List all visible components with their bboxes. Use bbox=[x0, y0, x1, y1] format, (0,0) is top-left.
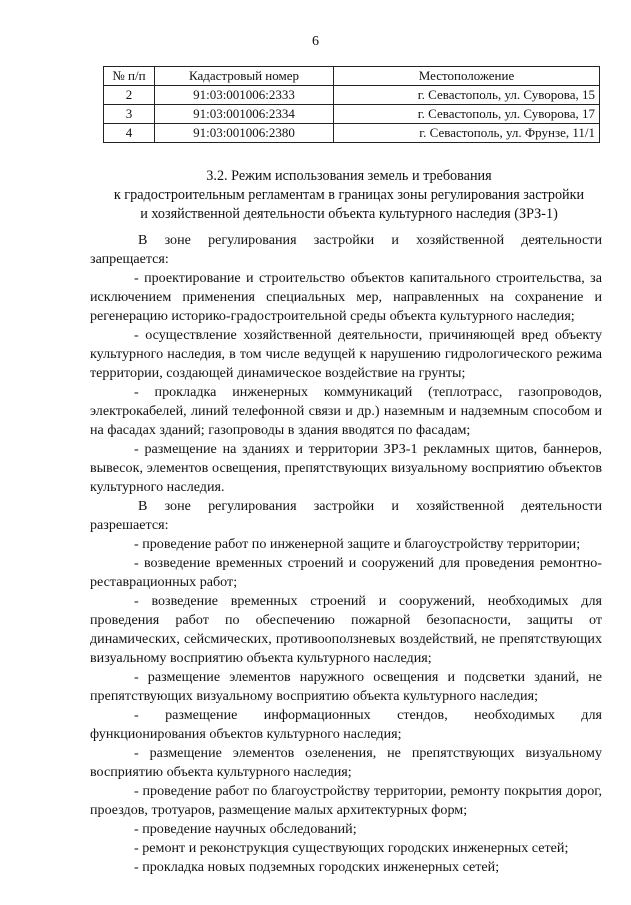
list-item: - ремонт и реконструкция существующих городских инженерных сетей; bbox=[134, 840, 569, 856]
page-number: 6 bbox=[312, 34, 319, 49]
column-header-number: № п/п bbox=[104, 67, 155, 86]
table-row bbox=[104, 105, 600, 124]
heading-line: 3.2. Режим использования земель и требования bbox=[206, 168, 492, 184]
cadastral-table bbox=[103, 66, 600, 143]
column-header-location: Местоположение bbox=[334, 67, 600, 86]
row-number-cell: 2 bbox=[104, 86, 155, 105]
list-item: - возведение временных строений и сооружений для проведения ремонтно-реставрационных работ; bbox=[90, 555, 602, 590]
location-cell: г. Севастополь, ул. Фрунзе, 11/1 bbox=[334, 124, 600, 143]
heading-line: и хозяйственной деятельности объекта культурного наследия (ЗРЗ-1) bbox=[140, 206, 558, 222]
list-item: - размещение информационных стендов, необходимых для функционирования объектов культурного наследия; bbox=[90, 707, 602, 742]
list-item: - размещение элементов наружного освещения и подсветки зданий, не препятствующих визуальному восприятию объекта культурного наследия; bbox=[90, 669, 602, 704]
list-item: - проведение научных обследований; bbox=[134, 821, 357, 837]
table-row bbox=[104, 124, 600, 143]
table-row bbox=[104, 86, 600, 105]
cadastral-number-cell: 91:03:001006:2334 bbox=[155, 105, 334, 124]
location-cell: г. Севастополь, ул. Суворова, 17 bbox=[334, 105, 600, 124]
list-item: - прокладка инженерных коммуникаций (теплотрасс, газопроводов, электрокабелей, линий телефонной связи и др.) наземным и надземным способом и на фасадах зданий; газопроводы в здания вводятся по фасадам; bbox=[90, 384, 602, 438]
list-item: - размещение на зданиях и территории ЗРЗ-1 рекламных щитов, баннеров, вывесок, элементов освещения, препятствующих визуальному восприятию объектов культурного наследия. bbox=[90, 441, 602, 495]
prohibited-intro-paragraph: В зоне регулирования застройки и хозяйственной деятельности запрещается: bbox=[90, 232, 602, 267]
row-number-cell: 4 bbox=[104, 124, 155, 143]
permitted-intro-paragraph: В зоне регулирования застройки и хозяйственной деятельности разрешается: bbox=[90, 498, 602, 533]
section-heading bbox=[90, 167, 608, 224]
list-item: - прокладка новых подземных городских инженерных сетей; bbox=[134, 859, 500, 875]
heading-line: к градостроительным регламентам в границах зоны регулирования застройки bbox=[113, 187, 585, 203]
list-item: - проведение работ по инженерной защите и благоустройству территории; bbox=[134, 536, 581, 552]
cadastral-number-cell: 91:03:001006:2333 bbox=[155, 86, 334, 105]
cadastral-number-cell: 91:03:001006:2380 bbox=[155, 124, 334, 143]
document-body bbox=[90, 231, 602, 877]
column-header-cadastral: Кадастровый номер bbox=[155, 67, 334, 86]
row-number-cell: 3 bbox=[104, 105, 155, 124]
location-cell: г. Севастополь, ул. Суворова, 15 bbox=[334, 86, 600, 105]
list-item: - осуществление хозяйственной деятельности, причиняющей вред объекту культурного наследия, в том числе ведущей к нарушению гидрологического режима территории, создающей динамическое воздействие на грунты; bbox=[90, 327, 602, 381]
table-header-row bbox=[104, 67, 600, 86]
list-item: - размещение элементов озеленения, не препятствующих визуальному восприятию объекта культурного наследия; bbox=[90, 745, 602, 780]
list-item: - проведение работ по благоустройству территории, ремонту покрытия дорог, проездов, тротуаров, размещение малых архитектурных форм; bbox=[90, 783, 602, 818]
list-item: - проектирование и строительство объектов капитального строительства, за исключением применения специальных мер, направленных на сохранение и регенерацию историко-градостроительной среды объекта культурного наследия; bbox=[90, 270, 602, 324]
list-item: - возведение временных строений и сооружений, необходимых для проведения работ по обеспечению пожарной безопасности, защиты от динамических, сейсмических, противооползневых воздействий, не препятствующих визуальному восприятию объекта культурного наследия; bbox=[90, 593, 602, 666]
